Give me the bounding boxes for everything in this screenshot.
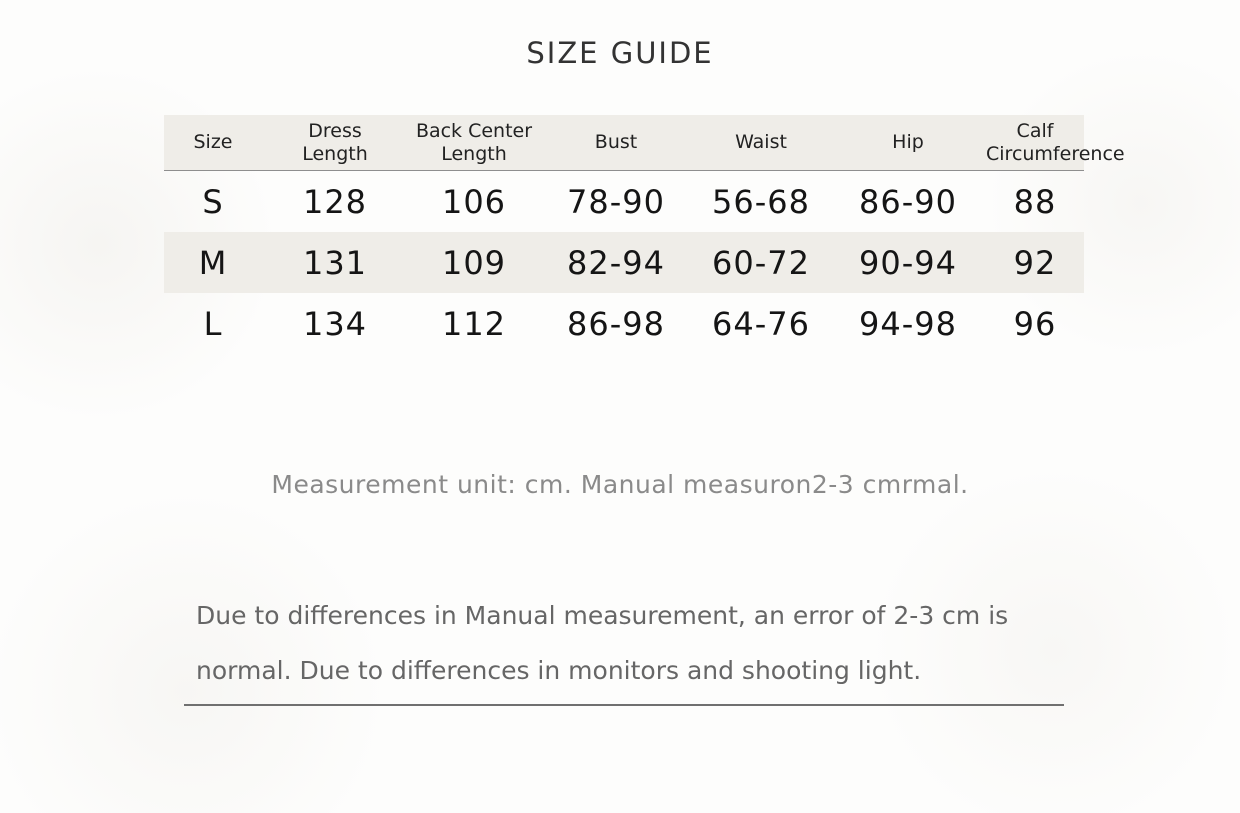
page-title: SIZE GUIDE: [526, 36, 714, 70]
table-cell: 56-68: [712, 182, 810, 221]
table-cell: 64-76: [712, 304, 810, 343]
disclaimer-line-2: normal. Due to differences in monitors and shooting light.: [196, 656, 922, 685]
header-back-center-length: Back Center Length: [415, 119, 533, 165]
table-cell: 106: [441, 182, 507, 221]
header-dress-length: Dress Length: [302, 119, 368, 165]
table-cell: 60-72: [712, 243, 810, 282]
table-cell: S: [202, 182, 224, 221]
table-cell: 112: [441, 304, 507, 343]
table-row: [164, 232, 1084, 293]
header-waist: Waist: [735, 131, 787, 153]
table-cell: 128: [302, 182, 368, 221]
size-table: [164, 115, 1125, 354]
table-row: [164, 293, 1084, 354]
table-cell: 82-94: [567, 243, 665, 282]
table-cell: 88: [1013, 182, 1057, 221]
table-cell: 90-94: [859, 243, 957, 282]
table-header-row: [164, 115, 1125, 171]
table-cell: M: [198, 243, 228, 282]
table-cell: 134: [302, 304, 368, 343]
header-bust: Bust: [594, 131, 638, 153]
table-row: [164, 171, 1084, 232]
table-cell: 96: [1013, 304, 1057, 343]
measurement-unit-note: Measurement unit: cm. Manual measuron2-3 cmrmal.: [271, 470, 969, 499]
header-calf-circumference: Calf Circumference: [986, 119, 1125, 165]
measurement-disclaimer: [196, 588, 1096, 698]
table-cell: 94-98: [859, 304, 957, 343]
bottom-divider: [184, 704, 1064, 706]
table-cell: 86-98: [567, 304, 665, 343]
table-cell: L: [203, 304, 223, 343]
table-cell: 109: [441, 243, 507, 282]
table-cell: 92: [1013, 243, 1057, 282]
table-cell: 131: [302, 243, 368, 282]
header-size: Size: [193, 131, 233, 153]
table-cell: 86-90: [859, 182, 957, 221]
header-hip: Hip: [892, 131, 924, 153]
table-cell: 78-90: [567, 182, 665, 221]
disclaimer-line-1: Due to differences in Manual measurement, an error of 2-3 cm is: [196, 601, 1009, 630]
